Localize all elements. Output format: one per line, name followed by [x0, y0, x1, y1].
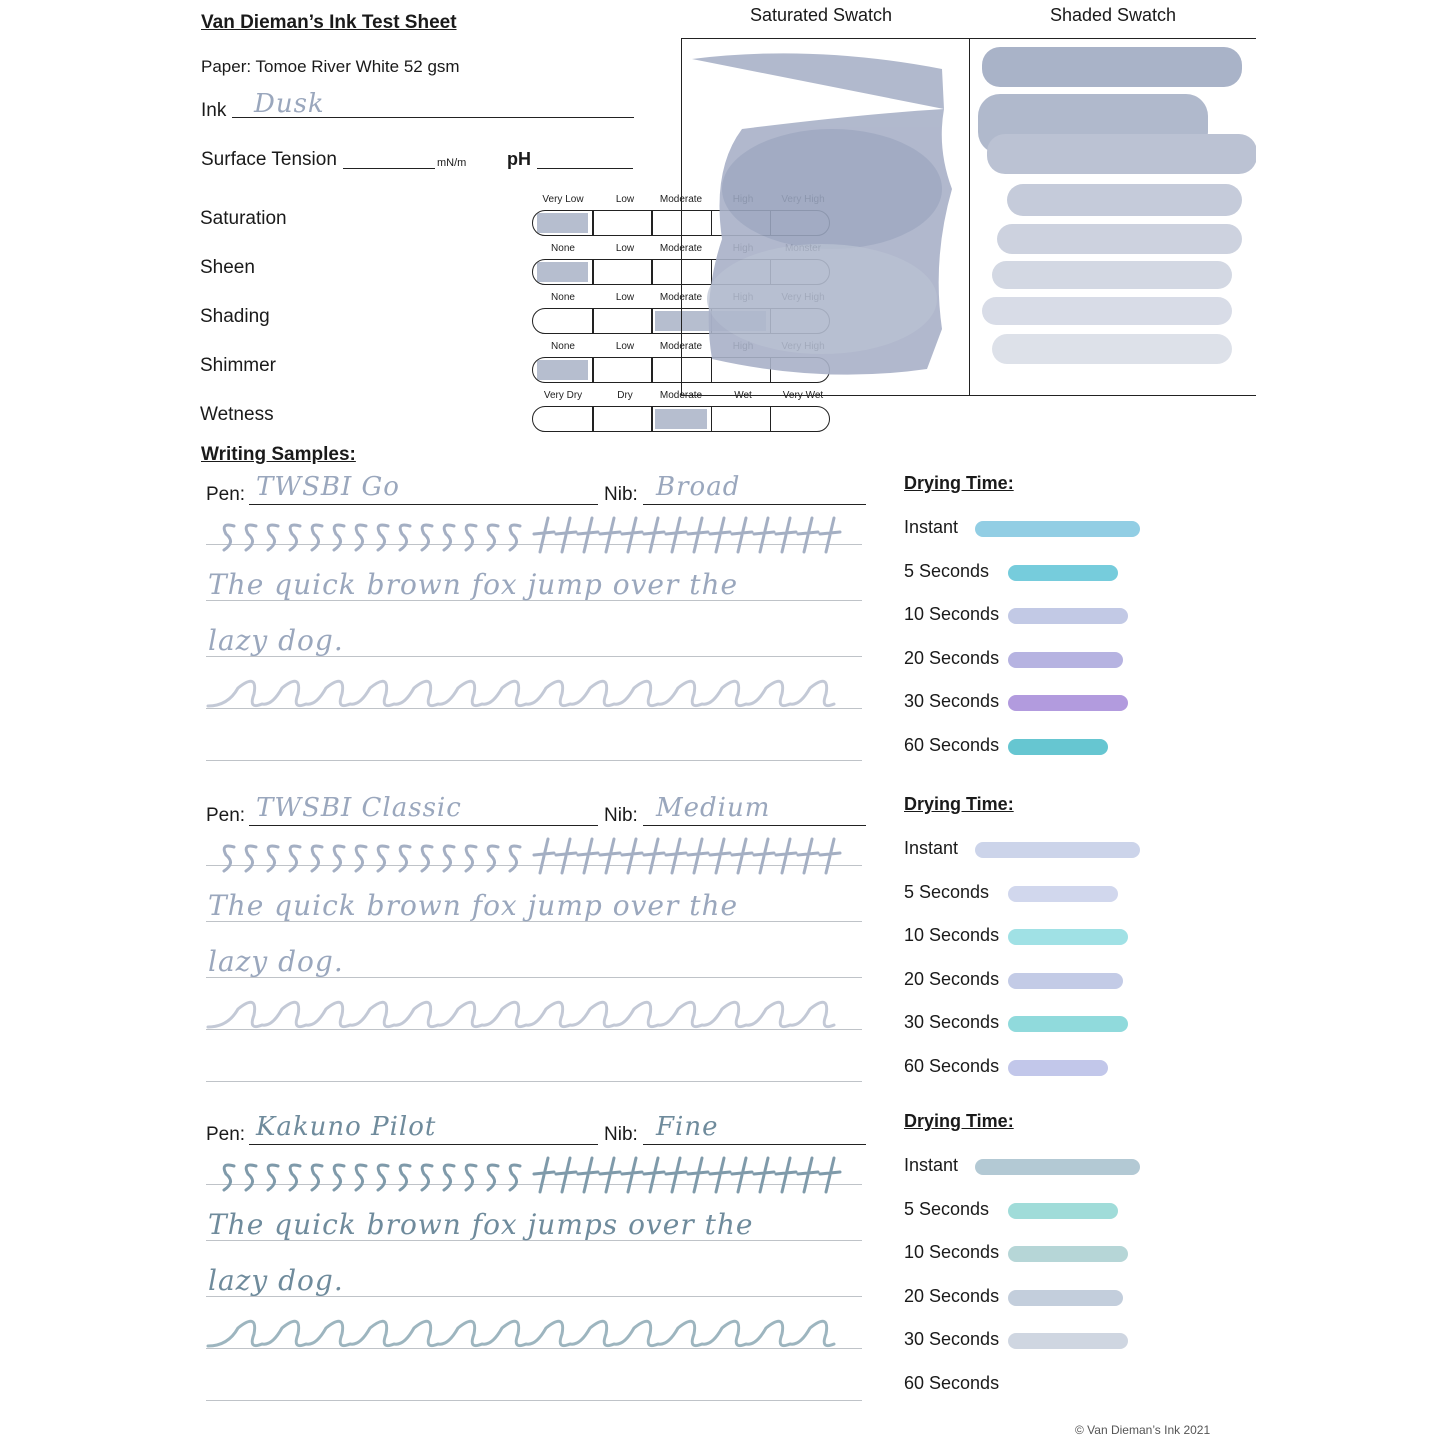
rating-4 [200, 390, 824, 442]
drying-ink-stroke [1008, 695, 1128, 711]
pen-name: TWSBI Go [256, 472, 400, 502]
rating-fill [655, 409, 706, 429]
rating-divider [592, 358, 593, 382]
surface-tension-field [343, 152, 435, 169]
loop-strokes [198, 987, 868, 1047]
drying-time-label: 20 Seconds [904, 647, 1000, 668]
loop-stroke-path [208, 1321, 834, 1346]
sample-text-line-2: lazy dog. [208, 624, 344, 657]
drying-time-label: 20 Seconds [904, 968, 1000, 989]
rating-level-label: Wet [734, 390, 752, 401]
ink-name: Dusk [254, 89, 325, 119]
rating-fill [537, 213, 588, 233]
drying-ink-stroke [1008, 929, 1128, 945]
drying-time-label: 5 Seconds [904, 1198, 990, 1219]
nib-label: Nib: [604, 805, 638, 826]
rating-fill [537, 360, 588, 380]
rating-fill [537, 262, 588, 282]
ruled-line [206, 760, 862, 761]
writing-samples-heading: Writing Samples: [201, 444, 356, 465]
drying-time-label: Instant [904, 1155, 959, 1175]
drying-time-label: Instant [904, 838, 959, 858]
drying-ink-stroke [1008, 652, 1123, 668]
drying-time-label: 10 Seconds [904, 604, 1000, 625]
drying-ink-stroke [1008, 1016, 1128, 1032]
rating-divider [651, 358, 652, 382]
rating-1 [200, 243, 703, 295]
practice-strokes [210, 1152, 870, 1212]
nib-label: Nib: [604, 484, 638, 505]
saturated-swatch-label: Saturated Swatch [749, 5, 893, 25]
practice-stroke-path [224, 1158, 840, 1192]
drying-ink-stroke [1008, 886, 1118, 902]
surface-tension-label: Surface Tension [201, 149, 337, 170]
paper-info: Paper: Tomoe River White 52 gsm [201, 57, 460, 76]
drying-time-label: 10 Seconds [904, 925, 1000, 946]
drying-time-heading: Drying Time: [904, 1111, 1014, 1131]
rating-bar [532, 406, 830, 432]
sample-text-line-2: lazy dog. [208, 945, 344, 978]
rating-divider [651, 211, 652, 235]
drying-ink-stroke [1008, 739, 1108, 755]
nib-name: Fine [656, 1112, 719, 1142]
rating-level-label: Moderate [659, 341, 703, 352]
rating-3 [200, 341, 703, 393]
rating-level-label: Very Dry [543, 390, 583, 401]
drying-time-heading: Drying Time: [904, 473, 1014, 493]
surface-tension-unit: mN/m [437, 157, 467, 169]
drying-time-label: 30 Seconds [904, 1329, 1000, 1350]
rating-level-label: Low [615, 194, 635, 205]
ph-field [537, 152, 633, 169]
drying-time-label: Instant [904, 517, 959, 537]
rating-label: Saturation [200, 208, 287, 229]
copyright-footer: © Van Dieman’s Ink 2021 [1075, 1423, 1211, 1437]
drying-ink-stroke [1008, 1333, 1128, 1349]
drying-time-label: 5 Seconds [904, 881, 990, 902]
drying-ink-stroke [975, 842, 1140, 858]
rating-divider [651, 309, 652, 333]
shaded-swatch [978, 47, 1256, 364]
ink-field [232, 89, 634, 119]
pen-label: Pen: [206, 1124, 246, 1145]
rating-level-label: None [551, 292, 575, 303]
nib-label: Nib: [604, 1124, 638, 1145]
loop-strokes [198, 666, 868, 726]
drying-ink-stroke [1008, 1203, 1118, 1219]
rating-0 [200, 194, 703, 246]
drying-time-label: 10 Seconds [904, 1242, 1000, 1263]
drying-time-label: 60 Seconds [904, 1373, 1000, 1393]
sample-text-line-1: The quick brown fox jumps over the [208, 1208, 754, 1241]
saturated-swatch [692, 53, 952, 374]
nib-name: Broad [656, 472, 741, 502]
rating-level-label: Dry [617, 390, 633, 401]
practice-stroke-path [224, 839, 840, 873]
rating-level-label: Moderate [659, 390, 703, 401]
sample-text-line-2: lazy dog. [208, 1264, 344, 1297]
rating-label: Wetness [200, 404, 274, 425]
rating-level-label: None [551, 341, 575, 352]
practice-stroke-path [224, 518, 840, 552]
rating-divider [651, 260, 652, 284]
sample-text-line-1: The quick brown fox jump over the [208, 889, 739, 922]
rating-level-label: Low [615, 243, 635, 254]
drying-time-label: 60 Seconds [904, 735, 1000, 755]
rating-divider [711, 407, 712, 431]
drying-time-label: 5 Seconds [904, 560, 990, 581]
rating-label: Shading [200, 306, 270, 327]
swatch-art [682, 39, 1256, 395]
ph-label: pH [507, 149, 531, 169]
ink-label: Ink [201, 100, 227, 121]
ruled-line [206, 1400, 862, 1401]
drying-time-label: 30 Seconds [904, 691, 1000, 712]
rating-divider [770, 407, 771, 431]
sheet-title: Van Dieman’s Ink Test Sheet [201, 12, 457, 33]
rating-divider [592, 407, 593, 431]
rating-level-label: Very Wet [782, 390, 824, 401]
drying-ink-stroke [1008, 1377, 1108, 1393]
drying-ink-stroke [1008, 973, 1123, 989]
practice-strokes [210, 512, 870, 572]
rating-level-label: None [551, 243, 575, 254]
nib-name: Medium [656, 793, 771, 823]
drying-ink-stroke [975, 521, 1140, 537]
drying-ink-stroke [1008, 1246, 1128, 1262]
drying-ink-stroke [1008, 1290, 1123, 1306]
rating-divider [592, 211, 593, 235]
pen-label: Pen: [206, 805, 246, 826]
rating-divider [651, 407, 652, 431]
rating-level-label: Moderate [659, 194, 703, 205]
pen-label: Pen: [206, 484, 246, 505]
rating-label: Shimmer [200, 355, 277, 376]
rating-level-label: Low [615, 292, 635, 303]
rating-2 [200, 292, 703, 344]
rating-divider [592, 260, 593, 284]
shaded-swatch-label: Shaded Swatch [1049, 5, 1177, 25]
rating-label: Sheen [200, 257, 255, 278]
rating-level-label: Moderate [659, 292, 703, 303]
drying-ink-stroke [1008, 608, 1128, 624]
rating-divider [592, 309, 593, 333]
pen-name: TWSBI Classic [256, 793, 462, 823]
drying-ink-stroke [975, 1159, 1140, 1175]
drying-ink-stroke [1008, 565, 1118, 581]
rating-level-label: Very Low [542, 194, 584, 205]
drying-time-label: 20 Seconds [904, 1285, 1000, 1306]
rating-level-label: Low [615, 341, 635, 352]
swatch-box [681, 38, 1256, 396]
loop-stroke-path [208, 1002, 834, 1027]
drying-time-label: 60 Seconds [904, 1056, 1000, 1076]
practice-strokes [210, 833, 870, 893]
rating-level-label: Moderate [659, 243, 703, 254]
loop-stroke-path [208, 681, 834, 706]
drying-time-label: 30 Seconds [904, 1012, 1000, 1033]
drying-ink-stroke [1008, 1060, 1108, 1076]
loop-strokes [198, 1306, 868, 1366]
sample-text-line-1: The quick brown fox jump over the [208, 568, 739, 601]
drying-time-heading: Drying Time: [904, 794, 1014, 814]
ruled-line [206, 1081, 862, 1082]
pen-name: Kakuno Pilot [256, 1112, 437, 1142]
